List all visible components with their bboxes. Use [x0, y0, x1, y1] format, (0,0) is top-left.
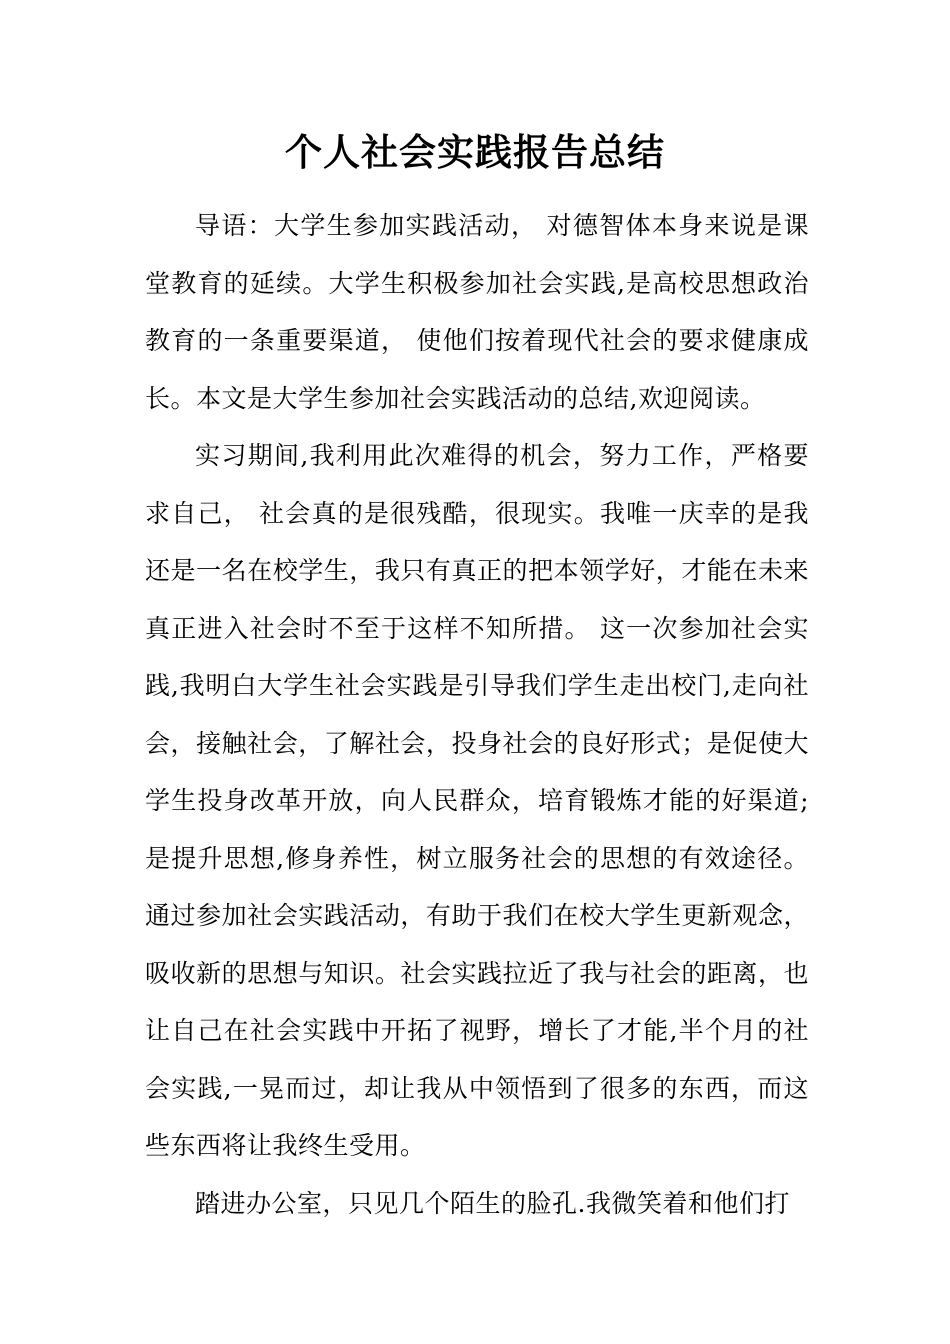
document-title: 个人社会实践报告总结: [285, 130, 665, 174]
document-body: [145, 197, 809, 1232]
paragraph-internship: 实习期间,我利用此次难得的机会，努力工作，严格要求自己， 社会真的是很残酷，很现实。我唯一庆幸的是我还是一名在校学生，我只有真正的把本领学好，才能在未来真正进入社会时不至于这样不知所措。 这一次参加社会实践,我明白大学生社会实践是引导我们学生走出校门,走向社会，接触社会，了解社会，投身社会的良好形式；是促使大学生投身改革开放，向人民群众，培育锻炼才能的好渠道;是提升思想,修身养性，树立服务社会的思想的有效途径。通过参加社会实践活动，有助于我们在校大学生更新观念，吸收新的思想与知识。社会实践拉近了我与社会的距离，也让自己在社会实践中开拓了视野，增长了才能,半个月的社会实践,一晃而过，却让我从中领悟到了很多的东西，而这些东西将让我终生受用。: [145, 441, 809, 1160]
paragraph-intro: 导语：大学生参加实践活动， 对德智体本身来说是课堂教育的延续。大学生积极参加社会实践,是高校思想政治教育的一条重要渠道， 使他们按着现代社会的要求健康成长。本文是大学生参加社会实践活动的总结,欢迎阅读。: [145, 211, 809, 413]
paragraph-office: 踏进办公室，只见几个陌生的脸孔.我微笑着和他们打: [195, 1188, 790, 1218]
